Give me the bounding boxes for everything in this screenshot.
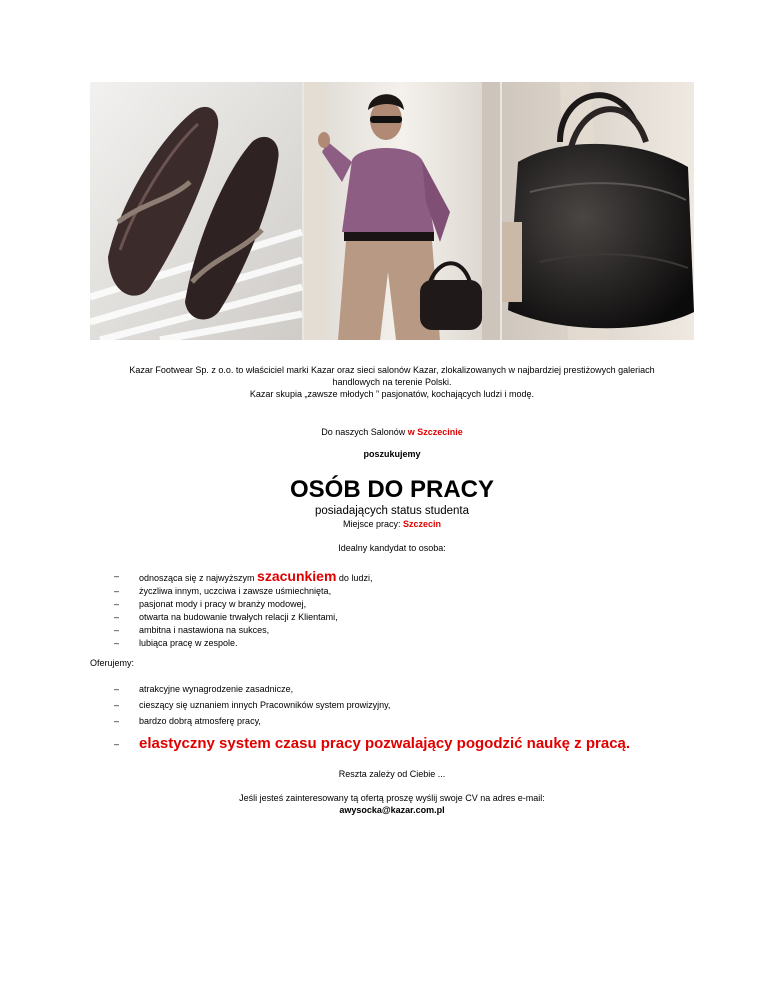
list-item [114,567,372,585]
closing-line: Reszta zależy od Ciebie ... [338,769,446,779]
offer-highlight-text: elastyczny system czasu pracy pozwalający pogodzić naukę z pracą. [139,735,631,752]
hero-banner-image [90,82,694,340]
dash-bullet: – [114,716,120,726]
list-item [114,624,372,637]
list-item-text: ambitna i nastawiona na sukces, [139,625,270,635]
intro-line: Kazar skupia „zawsze młodych ” pasjonatów, kochających ludzi i modę. [249,389,535,399]
list-item-text: do ludzi, [336,573,373,583]
list-item-text: atrakcyjne wynagrodzenie zasadnicze, [139,684,294,694]
dash-bullet: – [114,625,120,635]
list-item [114,713,630,729]
offer-list [114,681,630,757]
list-item [114,585,372,598]
dash-bullet: – [114,571,120,581]
bag-photo [502,82,694,340]
list-item-text: odnosząca się z najwyższym [139,573,258,583]
page-title: OSÓB DO PRACY [289,476,495,503]
workplace-line [90,518,694,530]
offer-label: Oferujemy: [90,658,135,668]
apply-text: Jeśli jesteś zainteresowany tą ofertą proszę wyślij swoje CV na adres e-mail: [239,793,545,803]
hero-photo-collage [90,82,694,340]
dash-bullet: – [114,684,120,694]
list-item [114,731,630,757]
list-item-text: pasjonat mody i pracy w branży modowej, [139,599,307,609]
company-intro [90,364,694,400]
salon-prefix: Do naszych Salonów [321,427,408,437]
intro-line: Kazar Footwear Sp. z o.o. to właściciel marki Kazar oraz sieci salonów Kazar, zlokalizowanych w najbardziej prestiżowych galeriach [129,365,655,375]
dash-bullet: – [114,739,120,749]
list-item-text: bardzo dobrą atmosferę pracy, [139,716,261,726]
salon-line [90,426,694,438]
dash-bullet: – [114,586,120,596]
list-item-text: cieszący się uznaniem innych Pracowników system prowizyjny, [139,700,391,710]
seeking-label: poszukujemy [363,449,421,459]
list-item-text: otwarta na budowanie trwałych relacji z Klientami, [139,612,338,622]
highlight-word: szacunkiem [257,568,337,584]
dash-bullet: – [114,599,120,609]
list-item [114,681,630,697]
list-item [114,697,630,713]
list-item [114,611,372,624]
dash-bullet: – [114,700,120,710]
salon-city: w Szczecinie [407,427,463,437]
subheadline: posiadających status studenta [314,505,470,517]
man-photo [304,82,500,340]
list-item-text: życzliwa innym, uczciwa i zawsze uśmiechnięta, [139,586,332,596]
list-item [114,598,372,611]
intro-line: handlowych na terenie Polski. [332,377,452,387]
workplace-city: Szczecin [403,519,442,529]
list-item-text: lubiąca pracę w zespole. [139,638,238,648]
workplace-label: Miejsce pracy: [342,519,401,529]
shoes-photo [90,82,302,340]
dash-bullet: – [114,612,120,622]
candidate-requirements-list [114,567,372,650]
dash-bullet: – [114,638,120,648]
candidate-intro: Idealny kandydat to osoba: [338,543,446,553]
email-link[interactable]: awysocka@kazar.com.pl [339,805,445,815]
list-item [114,637,372,650]
